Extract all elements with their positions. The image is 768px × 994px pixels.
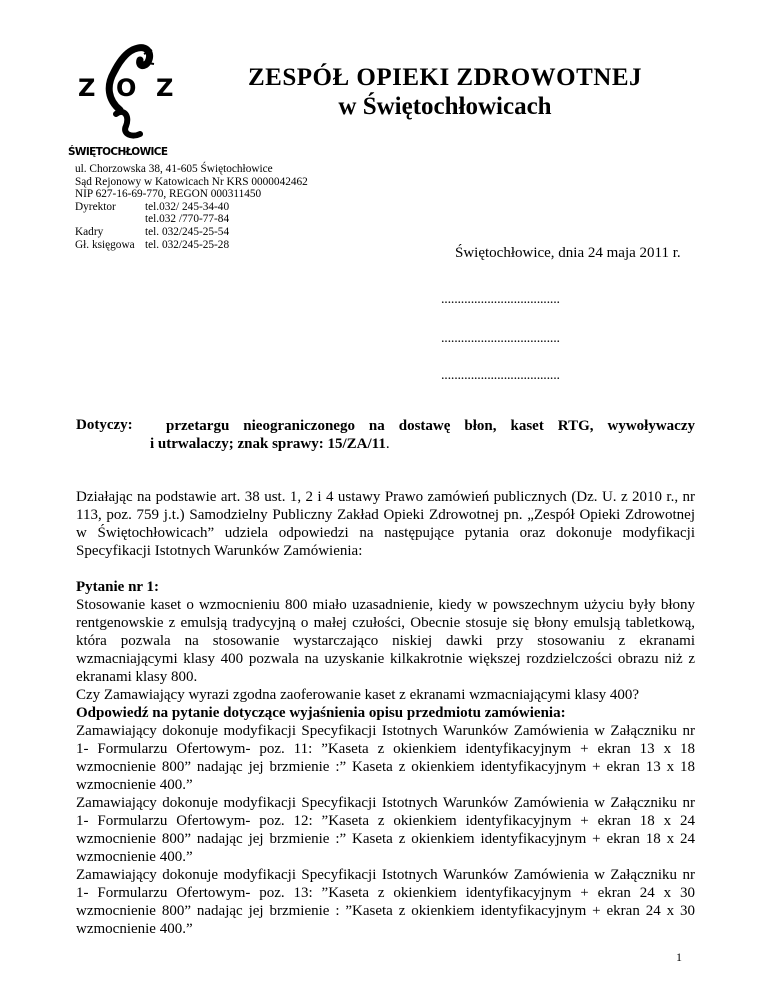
answer-heading: Odpowiedź na pytanie dotyczące wyjaśnienia opisu przedmiotu zamówienia: [76, 705, 566, 721]
contact-phone: tel.032/ 245-34-40 [145, 200, 230, 213]
contact-row [75, 226, 308, 239]
logo-letter-o: O [116, 74, 137, 102]
subject-line-2: i utrwalaczy; znak sprawy: 15/ZA/11 [150, 436, 386, 452]
intro-paragraph [76, 488, 695, 560]
contact-label: Dyrektor [75, 200, 116, 213]
contact-phone: tel. 032/245-25-28 [145, 238, 230, 251]
contact-nip: NIP 627-16-69-770, REGON 000311450 [75, 188, 262, 201]
recipient-line: .................................... [441, 292, 560, 307]
question-section [76, 578, 695, 938]
question-ask: Czy Zamawiający wyrazi zgodna zaoferowanie kaset z ekranami wzmacniającymi klasy 400? [76, 687, 640, 703]
question-text: Stosowanie kaset o wzmocnieniu 800 miało uzasadnienie, kiedy w powszechnym użyciu były błony rentgenowskie z emulsją tradycyjną o małej czułości, Obecnie stosuje się błony emulsją tabletkową, która pozwala na stosowanie wystarczająco niskiej dawki przy stosowaniu z ekranami wzmacniającymi klasy 400 pozwala na uzyskanie kilkakrotnie większej rozdzielczości obrazu niż z ekranami klasy 800. [76, 597, 695, 685]
contact-row [75, 201, 308, 214]
contact-row [75, 213, 308, 226]
answer-paragraph: Zamawiający dokonuje modyfikacji Specyfikacji Istotnych Warunków Zamówienia w Załączniku nr 1- Formularzu Ofertowym- poz. 12: ”Kaseta z okienkiem identyfikacyjnym + ekran 18 x 24 wzmocnienie 800” nadając jej brzmienie :” Kaseta z okienkiem identyfikacyjnym + ekran 18 x 24 wzmocnienie 400.” [76, 795, 695, 865]
subject-label: Dotyczy: [76, 417, 133, 433]
contact-row [75, 239, 308, 252]
contact-phone: tel. 032/245-25-54 [145, 225, 230, 238]
contact-phone: tel.032 /770-77-84 [145, 213, 230, 226]
org-title: ZESPÓŁ OPIEKI ZDROWOTNEJ [247, 64, 643, 91]
recipient-line: .................................... [441, 368, 560, 383]
logo-caption: ŚWIĘTOCHŁOWICE [68, 146, 168, 158]
subject-line-2-end: . [385, 436, 390, 452]
contact-address: ul. Chorzowska 38, 41-605 Świętochłowice [75, 163, 273, 175]
document-date: Świętochłowice, dnia 24 maja 2011 r. [455, 245, 681, 261]
contact-label: Gł. księgowa [75, 238, 135, 251]
page-number: 1 [676, 950, 682, 964]
answer-paragraph: Zamawiający dokonuje modyfikacji Specyfikacji Istotnych Warunków Zamówienia w Załączniku nr 1- Formularzu Ofertowym- poz. 11: ”Kaseta z okienkiem identyfikacyjnym + ekran 13 x 18 wzmocnienie 800” nadając jej brzmienie :” Kaseta z okienkiem identyfikacyjnym + ekran 13 x 18 wzmocnienie 400.” [76, 723, 695, 793]
subject-text [150, 417, 695, 453]
recipient-line: .................................... [441, 331, 560, 346]
contact-label: Kadry [75, 225, 104, 238]
logo-letter-z2: Z [156, 74, 174, 102]
question-heading: Pytanie nr 1: [76, 579, 160, 595]
subject-line-1: przetargu nieograniczonego na dostawę błon, kaset RTG, wywoływaczy [166, 418, 695, 434]
zoz-logo [68, 38, 188, 158]
contact-court: Sąd Rejonowy w Katowicach Nr KRS 0000042462 [75, 175, 308, 188]
contact-block [75, 163, 308, 251]
logo-letter-z1: Z [78, 74, 96, 102]
intro-text: Działając na podstawie art. 38 ust. 1, 2 i 4 ustawy Prawo zamówień publicznych (Dz. U. z 2010 r., nr 113, poz. 759 j.t.) Samodzielny Publiczny Zakład Opieki Zdrowotnej pn. „Zespół Opieki Zdrowotnej w Świętochłowicach” udziela odpowiedzi na następujące pytania oraz dokonuje modyfikacji Specyfikacji Istotnych Warunków Zamówienia: [76, 489, 695, 559]
org-location: w Świętochłowicach [338, 93, 552, 120]
answer-paragraph: Zamawiający dokonuje modyfikacji Specyfikacji Istotnych Warunków Zamówienia w Załączniku nr 1- Formularzu Ofertowym- poz. 13: ”Kaseta z okienkiem identyfikacyjnym + ekran 24 x 30 wzmocnienie 800” nadając jej brzmienie : ”Kaseta z okienkiem identyfikacyjnym + ekran 24 x 30 wzmocnienie 400.” [76, 867, 695, 937]
